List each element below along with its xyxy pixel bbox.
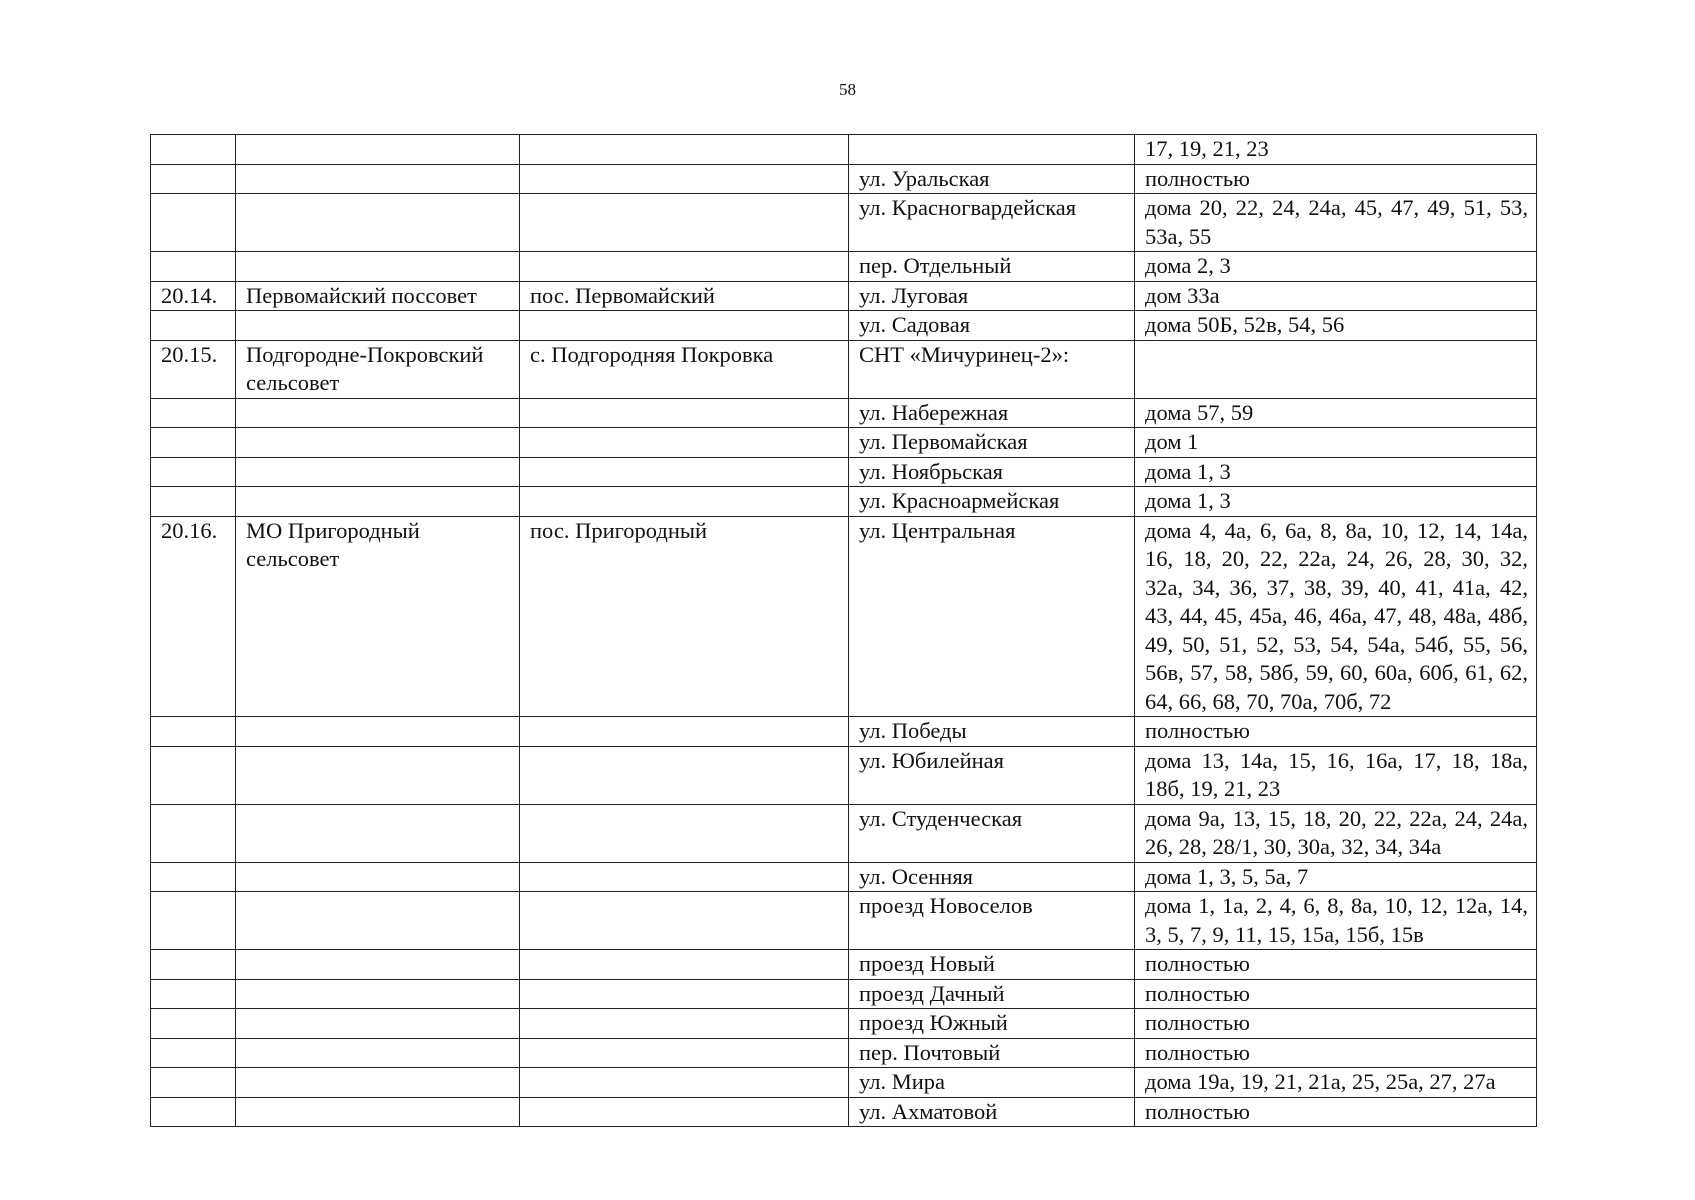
table-row	[151, 892, 1537, 950]
settlement-cell	[520, 804, 849, 862]
settlement-cell	[520, 1009, 849, 1039]
item-number-cell	[151, 194, 236, 252]
street-cell: ул. Красногвардейская	[849, 194, 1135, 252]
street-cell: ул. Луговая	[849, 281, 1135, 311]
street-cell: ул. Садовая	[849, 311, 1135, 341]
settlement-cell	[520, 252, 849, 282]
settlement-cell	[520, 717, 849, 747]
table-row	[151, 950, 1537, 980]
settlement-cell: пос. Первомайский	[520, 281, 849, 311]
houses-cell: дома 1, 3	[1135, 457, 1537, 487]
item-number-cell	[151, 804, 236, 862]
houses-cell: полностью	[1135, 950, 1537, 980]
street-cell: проезд Новый	[849, 950, 1135, 980]
street-cell: ул. Мира	[849, 1068, 1135, 1098]
street-cell: проезд Южный	[849, 1009, 1135, 1039]
street-cell: ул. Уральская	[849, 164, 1135, 194]
address-table-body	[151, 135, 1537, 1127]
settlement-cell: пос. Пригородный	[520, 516, 849, 717]
item-number-cell	[151, 1068, 236, 1098]
settlement-cell	[520, 1097, 849, 1127]
street-cell	[849, 135, 1135, 165]
municipality-cell	[236, 804, 520, 862]
municipality-cell	[236, 194, 520, 252]
municipality-cell	[236, 950, 520, 980]
settlement-cell	[520, 135, 849, 165]
municipality-cell	[236, 457, 520, 487]
item-number-cell	[151, 862, 236, 892]
settlement-cell	[520, 428, 849, 458]
houses-cell: полностью	[1135, 1038, 1537, 1068]
houses-cell: дома 9а, 13, 15, 18, 20, 22, 22а, 24, 24а, 26, 28, 28/1, 30, 30а, 32, 34, 34а	[1135, 804, 1537, 862]
item-number-cell	[151, 950, 236, 980]
table-row	[151, 862, 1537, 892]
item-number-cell	[151, 164, 236, 194]
municipality-cell	[236, 135, 520, 165]
municipality-cell	[236, 398, 520, 428]
houses-cell: полностью	[1135, 979, 1537, 1009]
municipality-cell	[236, 252, 520, 282]
houses-cell: дома 4, 4а, 6, 6а, 8, 8а, 10, 12, 14, 14а, 16, 18, 20, 22, 22а, 24, 26, 28, 30, 32, 32а, 34, 36, 37, 38, 39, 40, 41, 41а, 42, 43, 44, 45, 45а, 46, 46а, 47, 48, 48а, 48б, 49, 50, 51, 52, 53, 54, 54а, 54б, 55, 56, 56в, 57, 58, 58б, 59, 60, 60а, 60б, 61, 62, 64, 66, 68, 70, 70а, 70б, 72	[1135, 516, 1537, 717]
table-row	[151, 281, 1537, 311]
municipality-cell	[236, 1068, 520, 1098]
street-cell: ул. Осенняя	[849, 862, 1135, 892]
table-row	[151, 746, 1537, 804]
municipality-cell: МО Пригородный сельсовет	[236, 516, 520, 717]
item-number-cell	[151, 979, 236, 1009]
houses-cell: дома 1, 3, 5, 5а, 7	[1135, 862, 1537, 892]
item-number-cell	[151, 252, 236, 282]
page-number: 58	[839, 80, 856, 99]
municipality-cell: Первомайский поссовет	[236, 281, 520, 311]
settlement-cell	[520, 1038, 849, 1068]
houses-cell: дома 13, 14а, 15, 16, 16а, 17, 18, 18а, 18б, 19, 21, 23	[1135, 746, 1537, 804]
item-number-cell	[151, 457, 236, 487]
settlement-cell	[520, 746, 849, 804]
municipality-cell	[236, 1009, 520, 1039]
table-row	[151, 487, 1537, 517]
municipality-cell	[236, 892, 520, 950]
table-row	[151, 428, 1537, 458]
municipality-cell	[236, 487, 520, 517]
municipality-cell	[236, 1038, 520, 1068]
table-row	[151, 252, 1537, 282]
table-row	[151, 1038, 1537, 1068]
houses-cell: дома 57, 59	[1135, 398, 1537, 428]
municipality-cell	[236, 428, 520, 458]
table-row	[151, 516, 1537, 717]
street-cell: пер. Почтовый	[849, 1038, 1135, 1068]
settlement-cell	[520, 1068, 849, 1098]
table-row	[151, 135, 1537, 165]
settlement-cell	[520, 398, 849, 428]
item-number-cell: 20.16.	[151, 516, 236, 717]
houses-cell: 17, 19, 21, 23	[1135, 135, 1537, 165]
item-number-cell: 20.14.	[151, 281, 236, 311]
table-row	[151, 457, 1537, 487]
municipality-cell	[236, 1097, 520, 1127]
houses-cell: дома 20, 22, 24, 24а, 45, 47, 49, 51, 53, 53а, 55	[1135, 194, 1537, 252]
houses-cell	[1135, 340, 1537, 398]
municipality-cell	[236, 164, 520, 194]
houses-cell: полностью	[1135, 717, 1537, 747]
municipality-cell	[236, 979, 520, 1009]
item-number-cell	[151, 398, 236, 428]
table-row	[151, 340, 1537, 398]
item-number-cell	[151, 746, 236, 804]
municipality-cell	[236, 862, 520, 892]
table-row	[151, 164, 1537, 194]
table-row	[151, 194, 1537, 252]
street-cell: проезд Новоселов	[849, 892, 1135, 950]
street-cell: ул. Центральная	[849, 516, 1135, 717]
street-cell: ул. Юбилейная	[849, 746, 1135, 804]
settlement-cell	[520, 311, 849, 341]
item-number-cell	[151, 428, 236, 458]
table-row	[151, 1068, 1537, 1098]
houses-cell: дом 33а	[1135, 281, 1537, 311]
street-cell: ул. Победы	[849, 717, 1135, 747]
item-number-cell	[151, 1097, 236, 1127]
table-row	[151, 979, 1537, 1009]
houses-cell: дома 2, 3	[1135, 252, 1537, 282]
item-number-cell: 20.15.	[151, 340, 236, 398]
settlement-cell	[520, 950, 849, 980]
settlement-cell	[520, 979, 849, 1009]
item-number-cell	[151, 135, 236, 165]
houses-cell: дома 1, 1а, 2, 4, 6, 8, 8а, 10, 12, 12а, 14, 3, 5, 7, 9, 11, 15, 15а, 15б, 15в	[1135, 892, 1537, 950]
table-row	[151, 311, 1537, 341]
houses-cell: дома 50Б, 52в, 54, 56	[1135, 311, 1537, 341]
table-row	[151, 398, 1537, 428]
item-number-cell	[151, 1038, 236, 1068]
street-cell: ул. Студенческая	[849, 804, 1135, 862]
street-cell: ул. Ахматовой	[849, 1097, 1135, 1127]
municipality-cell	[236, 746, 520, 804]
settlement-cell	[520, 892, 849, 950]
houses-cell: дома 1, 3	[1135, 487, 1537, 517]
address-table	[150, 134, 1537, 1127]
table-row	[151, 1097, 1537, 1127]
item-number-cell	[151, 487, 236, 517]
table-row	[151, 1009, 1537, 1039]
street-cell: СНТ «Мичуринец-2»:	[849, 340, 1135, 398]
settlement-cell	[520, 457, 849, 487]
table-row	[151, 804, 1537, 862]
settlement-cell	[520, 487, 849, 517]
item-number-cell	[151, 892, 236, 950]
table-row	[151, 717, 1537, 747]
municipality-cell	[236, 717, 520, 747]
municipality-cell: Подгородне-Покровский сельсовет	[236, 340, 520, 398]
houses-cell: полностью	[1135, 1097, 1537, 1127]
houses-cell: полностью	[1135, 164, 1537, 194]
municipality-cell	[236, 311, 520, 341]
item-number-cell	[151, 311, 236, 341]
houses-cell: дома 19а, 19, 21, 21а, 25, 25а, 27, 27а	[1135, 1068, 1537, 1098]
settlement-cell	[520, 164, 849, 194]
settlement-cell	[520, 862, 849, 892]
street-cell: проезд Дачный	[849, 979, 1135, 1009]
houses-cell: дом 1	[1135, 428, 1537, 458]
settlement-cell: с. Подгородняя Покровка	[520, 340, 849, 398]
street-cell: ул. Красноармейская	[849, 487, 1135, 517]
street-cell: ул. Первомайская	[849, 428, 1135, 458]
settlement-cell	[520, 194, 849, 252]
street-cell: ул. Набережная	[849, 398, 1135, 428]
street-cell: ул. Ноябрьская	[849, 457, 1135, 487]
street-cell: пер. Отдельный	[849, 252, 1135, 282]
item-number-cell	[151, 1009, 236, 1039]
houses-cell: полностью	[1135, 1009, 1537, 1039]
item-number-cell	[151, 717, 236, 747]
